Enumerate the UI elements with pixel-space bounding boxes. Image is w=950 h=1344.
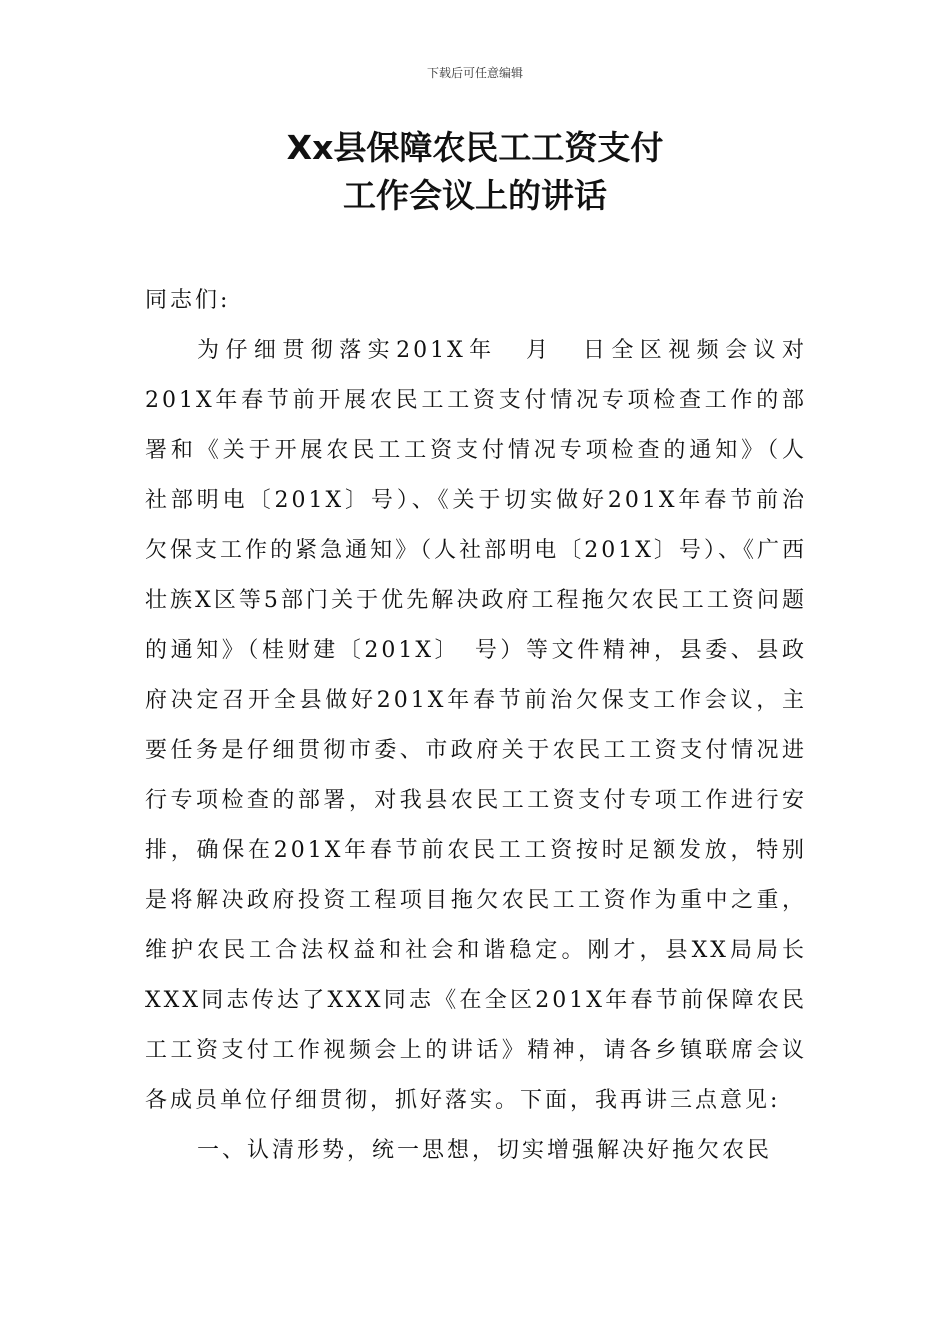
document-title bbox=[0, 124, 950, 220]
salutation: 同志们: bbox=[145, 288, 231, 313]
paragraph-1: 为仔细贯彻落实201X年 月 日全区视频会议对201X年春节前开展农民工工资支付情况专项检查工作的部署和《关于开展农民工工资支付情况专项检查的通知》（人社部明电〔201X〕号）、《关于切实做好201X年春节前治欠保支工作的紧急通知》（人社部明电〔201X〕号）、《广西壮族X区等5部门关于优先解决政府工程拖欠农民工工资问题的通知》（桂财建〔201X〕 号）等文件精神，县委、县政府决定召开全县做好201X年春节前治欠保支工作会议，主要任务是仔细贯彻市委、市政府关于农民工工资支付情况进行专项检查的部署，对我县农民工工资支付专项工作进行安排，确保在201X年春节前农民工工资按时足额发放，特别是将解决政府投资工程项目拖欠农民工工资作为重中之重，维护农民工合法权益和社会和谐稳定。刚才，县XX局局长XXX同志传达了XXX同志《在全区201X年春节前保障农民工工资支付工作视频会上的讲话》精神，请各乡镇联席会议各成员单位仔细贯彻，抓好落实。下面，我再讲三点意见: bbox=[145, 338, 807, 1113]
paragraph-2: 一、认清形势，统一思想，切实增强解决好拖欠农民 bbox=[197, 1138, 773, 1163]
header-note: 下载后可任意编辑 bbox=[426, 66, 523, 80]
document-body bbox=[145, 276, 807, 1176]
title-line-1: Xx县保障农民工工资支付 bbox=[286, 128, 664, 167]
title-line-2: 工作会议上的讲话 bbox=[343, 176, 607, 215]
